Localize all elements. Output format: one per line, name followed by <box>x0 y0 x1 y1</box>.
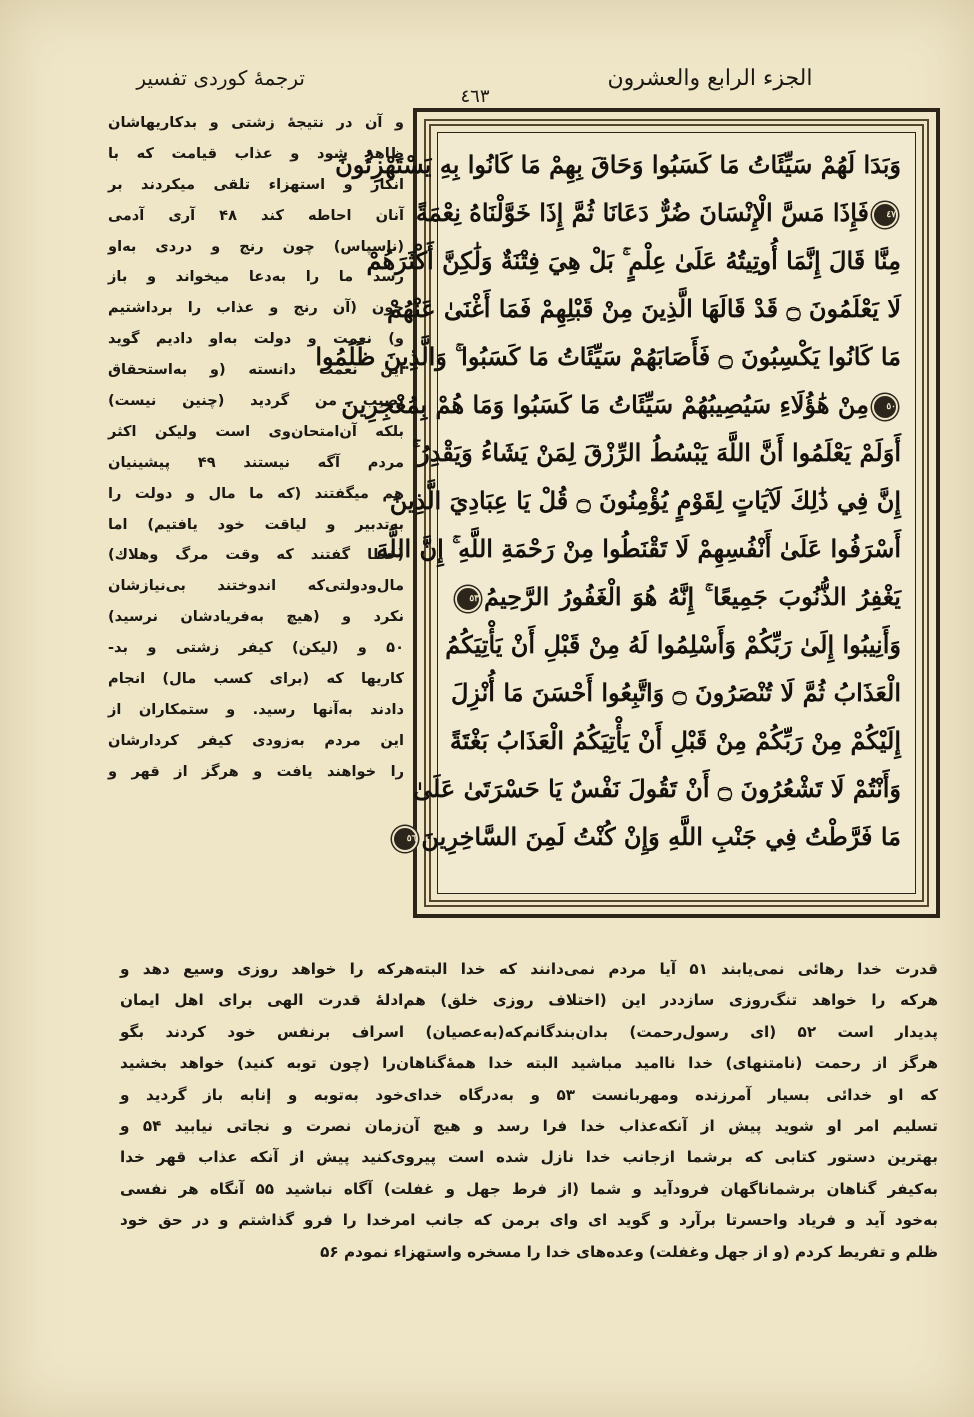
verse-marker: ٥٦ <box>392 826 418 852</box>
translation-line: به‌خود آید و فریاد واحسرتا برآرد و گوید ای وای برمن که جانب امرخدا را فرو گذاشتم و در حق خود <box>120 1211 938 1230</box>
translation-line: ظاهر شود و عذاب قیامت که با <box>108 144 404 162</box>
translation-line: نصیب من گردید (چنین نیست) <box>108 392 404 410</box>
arabic-line: وَبَدَا لَهُمْ سَيِّئَاتُ مَا كَسَبُوا وَحَاقَ بِهِمْ مَا كَانُوا بِهِ يَسْتَهْزِئُونَ <box>335 150 901 179</box>
arabic-line: الْعَذَابُ ثُمَّ لَا تُنْصَرُونَ ۝ وَاتَّبِعُوا أَحْسَنَ مَا أُنْزِلَ <box>450 678 901 707</box>
arabic-line: ٤٧فَإِذَا مَسَّ الْإِنْسَانَ ضُرٌّ دَعَانَا ثُمَّ إِذَا خَوَّلْنَاهُ نِعْمَةً <box>415 198 896 227</box>
translation-line: هرکه را خواهد تنگ‌روزی سازددر این (اختلاف روزی خلق) هم‌ادلهٔ قدرت الهی برای اهل ایمان <box>120 991 938 1010</box>
arabic-line: أَسْرَفُوا عَلَىٰ أَنْفُسِهِمْ لَا تَقْنَطُوا مِنْ رَحْمَةِ اللَّهِ ۚ إِنَّ اللَّهَ <box>376 534 901 563</box>
translation-line: بهترین دستور کتابی که برشما ازجانب خدا نازل شده است پیروی‌کنید پیش از آنکه عذاب قهر خدا <box>120 1148 938 1167</box>
arabic-line: أَوَلَمْ يَعْلَمُوا أَنَّ اللَّهَ يَبْسُطُ الرِّزْقَ لِمَنْ يَشَاءُ وَيَقْدِرُ ۚ <box>412 438 901 467</box>
translation-line: این مردم به‌زودی کیفر کردارشان <box>108 731 404 749</box>
persian-translation-column <box>108 108 404 788</box>
translation-line: کاریها که (برای کسب مال) انجام <box>108 670 404 688</box>
translation-line: هم میگفتند (که ما مال و دولت را <box>108 484 404 502</box>
persian-translation-bottom <box>120 954 938 1268</box>
arabic-line: لَا يَعْلَمُونَ ۝ قَدْ قَالَهَا الَّذِينَ مِنْ قَبْلِهِمْ فَمَا أَغْنَىٰ عَنْهُمْ <box>386 294 901 323</box>
arabic-line: وَأَنِيبُوا إِلَىٰ رَبِّكُمْ وَأَسْلِمُوا لَهُ مِنْ قَبْلِ أَنْ يَأْتِيَكُمُ <box>445 630 901 659</box>
translation-line: آنان احاطه کند ۴۸ آری آدمی <box>108 206 404 224</box>
translation-line: بلکه آن‌امتحان‌وی است ولیکن اکثر <box>108 422 404 440</box>
translation-line: مال‌ودولتی‌که اندوختند بی‌نیازشان <box>108 577 404 595</box>
translation-line: مردم آگه نیستند ۴۹ پیشینیان <box>108 453 404 471</box>
arabic-line: إِلَيْكُمْ مِنْ رَبِّكُمْ مِنْ قَبْلِ أَنْ يَأْتِيَكُمُ الْعَذَابُ بَغْتَةً <box>449 726 901 755</box>
translation-line: قدرت خدا رهائی نمی‌یابند ۵۱ آیا مردم نمی‌دانند که خدا البته‌هرکه را خواهد روزی وسیع دهد و <box>120 960 938 978</box>
translation-line: به‌کیفر گناهان برشماناگهان فرودآید و شما (از فرط جهل و غفلت) آگاه نباشید ۵۵ آنگاه هر نفسی <box>120 1179 939 1198</box>
translation-line: و) نعمت و دولت به‌او دادیم گوید <box>108 330 404 348</box>
arabic-line: مَا كَانُوا يَكْسِبُونَ ۝ فَأَصَابَهُمْ سَيِّئَاتُ مَا كَسَبُوا ۚ وَالَّذِينَ ظَلَمُوا <box>315 342 901 371</box>
translation-line: هرگز از رحمت (نامتنهای) خدا ناامید مباشید البته خدا همهٔ‌گناهان‌را (چون توبه کنید) خواهد بخشید <box>120 1054 938 1073</box>
verse-marker: ٥٣ <box>455 586 481 612</box>
translation-line: پدیدار است ۵۲ (ای رسول‌رحمت) بدان‌بندگانم‌که(به‌عصیان) اسراف برنفس خود کردند بگو <box>120 1022 938 1041</box>
header-right-title: الجزء الرابع والعشرون <box>607 66 813 91</box>
translation-line: چون (آن رنج و عذاب را برداشتیم <box>108 299 404 317</box>
arabic-text-panel <box>315 132 916 894</box>
translation-line: انکار و استهزاء تلقی میکردند بر <box>108 175 404 193</box>
translation-line: و آن در نتیجهٔ زشتی و بدکاریهاشان <box>108 114 404 131</box>
page-number: ٤٦٣ <box>460 86 490 107</box>
translation-line: را خواهند یافت و هرگز از قهر و <box>108 762 404 780</box>
arabic-line: وَأَنْتُمْ لَا تَشْعُرُونَ ۝ أَنْ تَقُولَ نَفْسٌ يَا حَسْرَتَىٰ عَلَىٰ <box>412 774 901 803</box>
translation-line: که او خدائی بسیار آمرزنده ومهربانست ۵۳ و به‌درگاه خدای‌خود به‌توبه و إنابه باز گردید و <box>120 1085 938 1104</box>
arabic-text-frame <box>315 108 940 918</box>
translation-line: دادند به‌آنها رسید. و ستمکاران از <box>108 700 404 718</box>
translation-line: نکرد و (هیچ به‌فریادشان نرسید) <box>108 608 404 626</box>
translation-line: (خطا گفتند که وقت مرگ وهلاك) <box>108 546 404 564</box>
header-left-title: ترجمهٔ کوردی تفسیر <box>136 66 305 90</box>
frame-border <box>315 119 929 907</box>
translation-line: ۵۰ و (لیکن) کیفر زشتی و بد- <box>108 639 404 657</box>
translation-line: تسلیم امر او شوید پیش از آنکه‌عذاب خدا فرا رسد و هیچ آن‌زمان نصرت و نجاتی نیابید ۵۴ و <box>120 1116 939 1135</box>
arabic-line: إِنَّ فِي ذَٰلِكَ لَآيَاتٍ لِقَوْمٍ يُؤْمِنُونَ ۝ قُلْ يَا عِبَادِيَ الَّذِينَ <box>389 486 901 515</box>
translation-line: این نعمت دانسته (و به‌استحقاق <box>108 361 404 379</box>
arabic-line: مَا فَرَّطْتُ فِي جَنْبِ اللَّهِ وَإِنْ كُنْتُ لَمِنَ السَّاخِرِينَ٥٦ <box>452 813 901 861</box>
verse-marker: ٥٠ <box>872 394 898 420</box>
arabic-line: ٥٠مِنْ هَٰؤُلَاءِ سَيُصِيبُهُمْ سَيِّئَاتُ مَا كَسَبُوا وَمَا هُمْ بِمُعْجِزِينَ <box>341 390 896 419</box>
translation-line: (ناسپاس) چون رنج و دردی به‌او <box>108 237 404 255</box>
arabic-line: مِنَّا قَالَ إِنَّمَا أُوتِيتُهُ عَلَىٰ عِلْمٍ ۚ بَلْ هِيَ فِتْنَةٌ وَلَٰكِنَّ أَكْثَرَهُمْ <box>366 246 901 275</box>
translation-line: رسد ما را به‌دعا میخواند و باز <box>108 268 404 286</box>
verse-marker: ٤٧ <box>872 202 898 228</box>
arabic-line: يَغْفِرُ الذُّنُوبَ جَمِيعًا ۚ إِنَّهُ هُوَ الْغَفُورُ الرَّحِيمُ٥٣ <box>452 573 901 621</box>
translation-line: ظلم و تفریط کردم (و از جهل وغفلت) وعده‌های خدا را مسخره واستهزاء نمودم ۵۶ <box>320 1242 938 1261</box>
translation-line: به‌تدبیر و لیاقت خود یافتیم) اما <box>108 515 404 533</box>
